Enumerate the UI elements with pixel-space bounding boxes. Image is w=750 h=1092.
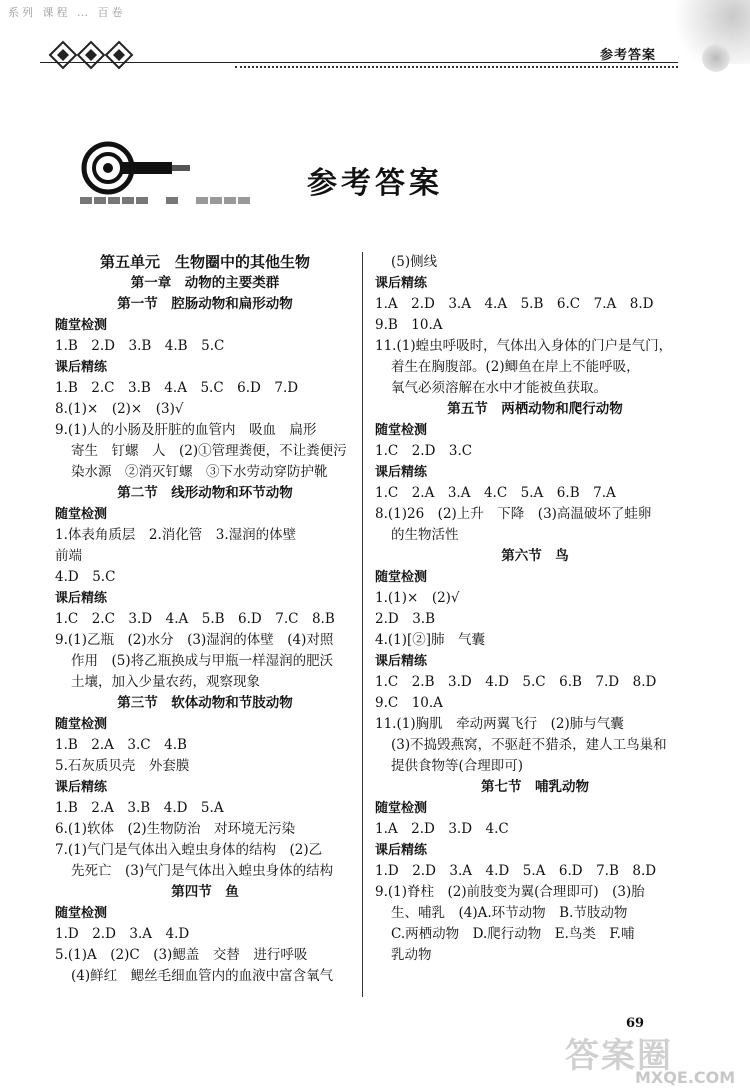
- unit-heading: 第五单元 生物圈中的其他生物: [99, 253, 310, 271]
- section-heading: 第三节 软体动物和节肢动物: [117, 695, 293, 711]
- answer-line: 1.A 2.D 3.D 4.C: [375, 821, 509, 837]
- page-title: 参考答案: [307, 166, 443, 201]
- answer-line: 9.(1)乙瓶 (2)水分 (3)湿润的体壁 (4)对照: [55, 632, 334, 648]
- label-in-class: 随堂检测: [55, 507, 108, 522]
- label-in-class: 随堂检测: [55, 717, 108, 732]
- answer-line: 染水源 ②消灭钉螺 ③下水劳动穿防护靴: [71, 464, 328, 480]
- label-in-class: 随堂检测: [55, 906, 108, 921]
- corner-dot-decoration: [702, 44, 730, 72]
- answer-line: 土壤，加入少量农药，观察现象: [71, 674, 260, 690]
- answer-line: 5.(1)A (2)C (3)鳃盖 交替 进行呼吸: [55, 947, 308, 963]
- label-in-class: 随堂检测: [55, 318, 108, 333]
- answer-line: 9.(1)脊柱 (2)前肢变为翼(合理即可) (3)胎: [375, 884, 645, 900]
- answer-line: 1.C 2.A 3.A 4.C 5.A 6.B 7.A: [375, 485, 616, 501]
- header-section-label: 参考答案: [600, 48, 657, 63]
- answer-line: (4)鲜红 鳃丝毛细血管内的血液中富含氧气: [71, 968, 334, 984]
- answer-line: 4.D 5.C: [55, 569, 116, 585]
- label-after-class: 课后精练: [55, 360, 108, 375]
- watermark-text: 答案圈: [565, 1036, 673, 1076]
- section-heading: 第六节 鸟: [501, 548, 569, 564]
- answer-line: 着生在胸腹部。(2)鲫鱼在岸上不能呼吸，: [391, 359, 640, 375]
- label-after-class: 课后精练: [375, 843, 428, 858]
- answer-line: 11.(1)胸肌 牵动两翼飞行 (2)肺与气囊: [375, 716, 624, 732]
- section-heading: 第一节 腔肠动物和扁形动物: [117, 296, 293, 312]
- answer-line: 8.(1)26 (2)上升 下降 (3)高温破坏了蛙卵: [375, 506, 652, 522]
- answer-line: 2.D 3.B: [375, 611, 436, 627]
- answer-line: 乳动物: [391, 947, 432, 963]
- answer-line: 1.B 2.A 3.C 4.B: [55, 737, 187, 753]
- answer-line: 1.D 2.D 3.A 4.D 5.A 6.D 7.B 8.D: [375, 863, 657, 879]
- label-after-class: 课后精练: [55, 591, 108, 606]
- answer-line: 寄生 钉螺 人 (2)①管理粪便，不让粪便污: [71, 443, 347, 459]
- answer-line: (3)不捣毁燕窝，不驱赶不猎杀，建人工鸟巢和: [391, 737, 667, 753]
- watermark: [565, 1028, 745, 1088]
- answer-line: 1.B 2.D 3.B 4.B 5.C: [55, 338, 225, 354]
- watermark-url: MXQE.COM: [635, 1068, 736, 1087]
- answer-line: 4.(1)[②]肺 气囊: [375, 632, 486, 648]
- answer-line: 1.体表角质层 2.消化管 3.湿润的体壁: [55, 527, 297, 543]
- left-column: [55, 252, 355, 987]
- answer-line: 1.(1)× (2)√: [375, 590, 460, 606]
- answer-line: 5.石灰质贝壳 外套膜: [55, 758, 190, 774]
- answer-line: 1.D 2.D 3.A 4.D: [55, 926, 190, 942]
- page-header: [0, 0, 750, 80]
- answer-line: 作用 (5)将乙瓶换成与甲瓶一样湿润的肥沃: [71, 653, 334, 669]
- answer-line: 1.B 2.A 3.B 4.D 5.A: [55, 800, 224, 816]
- answer-line: 氧气必须溶解在水中才能被鱼获取。: [391, 380, 607, 396]
- right-column: [375, 252, 695, 966]
- answer-line: 先死亡 (3)气门是气体出入蝗虫身体的结构: [71, 863, 334, 879]
- label-after-class: 课后精练: [375, 276, 428, 291]
- label-after-class: 课后精练: [375, 654, 428, 669]
- label-in-class: 随堂检测: [375, 570, 428, 585]
- answer-line: 1.C 2.C 3.D 4.A 5.B 6.D 7.C 8.B: [55, 611, 335, 627]
- label-in-class: 随堂检测: [375, 423, 428, 438]
- section-heading: 第七节 哺乳动物: [481, 779, 589, 795]
- page-number: 69: [626, 1016, 645, 1031]
- label-in-class: 随堂检测: [375, 801, 428, 816]
- label-after-class: 课后精练: [55, 780, 108, 795]
- answer-line: (5)侧线: [391, 254, 438, 270]
- answer-line: 1.B 2.C 3.B 4.A 5.C 6.D 7.D: [55, 380, 299, 396]
- answer-line: 9.(1)人的小肠及肝脏的血管内 吸血 扁形: [55, 422, 317, 438]
- answer-line: 9.C 10.A: [375, 695, 443, 711]
- answer-line: 1.C 2.D 3.C: [375, 443, 473, 459]
- answer-line: 的生物活性: [391, 527, 459, 543]
- chapter-heading: 第一章 动物的主要类群: [130, 275, 280, 291]
- column-divider: [362, 252, 363, 997]
- answer-line: 11.(1)蝗虫呼吸时，气体出入身体的门户是气门，: [375, 338, 673, 354]
- answer-line: 1.C 2.B 3.D 4.D 5.C 6.B 7.D 8.D: [375, 674, 657, 690]
- header-rule: [40, 62, 678, 63]
- header-top-text: 系列 课程 … 百卷: [8, 6, 126, 19]
- answer-line: 生、哺乳 (4)A.环节动物 B.节肢动物: [391, 905, 628, 921]
- header-dotted-rule: [235, 66, 678, 68]
- answer-line: 提供食物等(合理即可): [391, 758, 524, 774]
- answer-line: 1.A 2.D 3.A 4.A 5.B 6.C 7.A 8.D: [375, 296, 654, 312]
- diamond-ornament-icon: [48, 40, 138, 70]
- answer-line: 8.(1)× (2)× (3)√: [55, 401, 184, 417]
- section-heading: 第二节 线形动物和环节动物: [117, 485, 293, 501]
- section-heading: 第五节 两栖动物和爬行动物: [447, 401, 623, 417]
- answer-line: 9.B 10.A: [375, 317, 443, 333]
- label-after-class: 课后精练: [375, 465, 428, 480]
- answer-line: 6.(1)软体 (2)生物防治 对环境无污染: [55, 821, 296, 837]
- answer-line: 前端: [55, 548, 82, 564]
- section-heading: 第四节 鱼: [171, 884, 239, 900]
- answer-line: 7.(1)气门是气体出入蝗虫身体的结构 (2)乙: [55, 842, 323, 858]
- answer-line: C.两栖动物 D.爬行动物 E.鸟类 F.哺: [391, 926, 635, 942]
